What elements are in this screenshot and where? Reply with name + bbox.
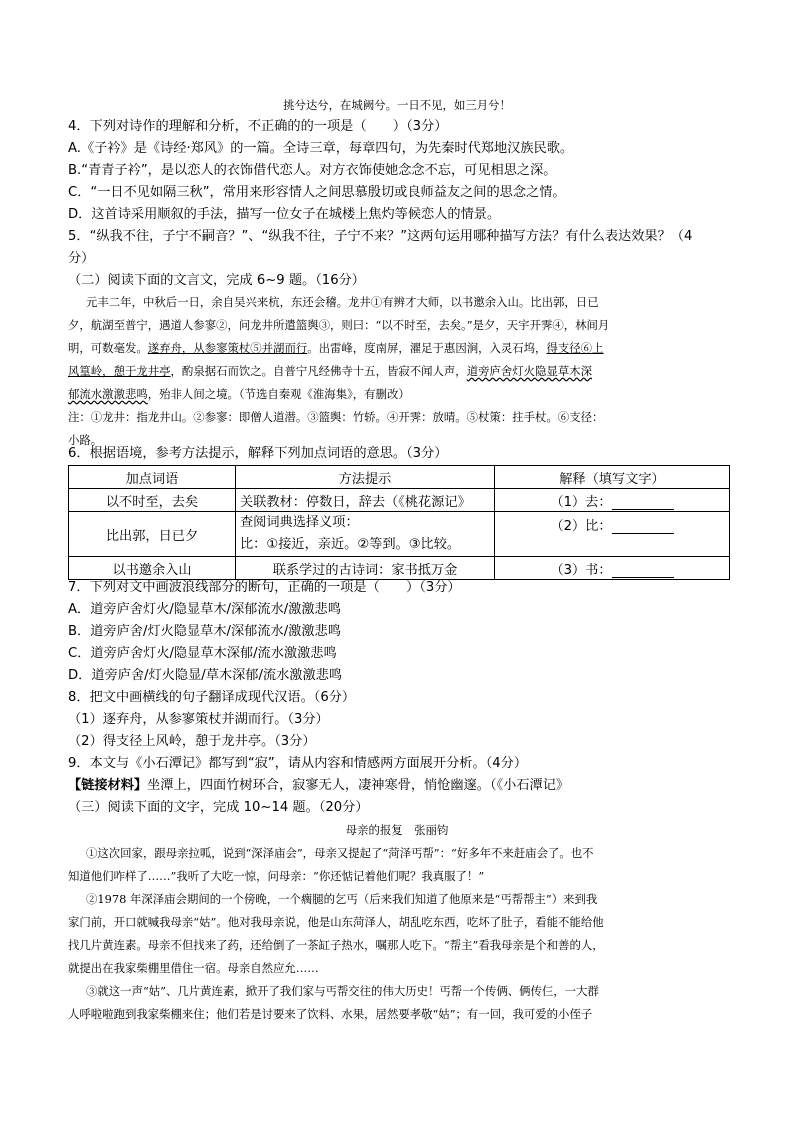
table-header: 解释（填写文字）: [495, 466, 730, 489]
q5-line1: 5．“纵我不往，子宁不嗣音？”、“纵我不往，子宁不来？”这两句运用哪种描写方法？有什么表达效果？（4: [68, 229, 693, 244]
section3-heading: （三）阅读下面的文字，完成 10~14 题。（20分）: [68, 800, 369, 815]
passage-line-5: [68, 384, 410, 404]
q7-option-b: B．道旁庐舍/灯火隐显草木/深郁流水/激激悲鸣: [68, 624, 341, 639]
q4-stem: 4．下列对诗作的理解和分析，不正确的的一项是（ ）（3分）: [68, 119, 448, 134]
q9-stem: 9．本文与《小石潭记》都写到“寂”，请从内容和情感两方面展开分析。（4分）: [68, 756, 528, 771]
underlined-sentence-2a: 得支径⑥上: [546, 341, 604, 355]
q6-table: [68, 465, 730, 580]
answer-label: （2）比：: [550, 519, 612, 534]
passage-line-1: 元丰二年，中秋后一日，余自吴兴来杭，东还会稽。龙井①有辨才大师，以书邀余入山。比出郭，日已: [86, 295, 599, 309]
article-p2-line1: ②1978 年深泽庙会期间的一个傍晚，一个瘸腿的乞丐（后来我们知道了他原来是“丐帮帮主”）来到我: [86, 892, 598, 906]
section2-heading: （二）阅读下面的文言文，完成 6~9 题。（16分）: [68, 273, 365, 288]
q7-option-d: D．道旁庐舍/灯火隐显/草木深郁/流水激激悲鸣: [68, 668, 343, 683]
passage-line-4: [68, 361, 592, 381]
link-label: 【链接材料】: [68, 778, 148, 793]
q4-option-c: C．“一日不见如隔三秋”，常用来形容情人之间思慕殷切或良师益友之间的思念之情。: [68, 185, 566, 200]
table-cell-word: 比出郭，日已夕: [69, 512, 236, 557]
article-p3-line2: 人呼啦啦跑到我家柴棚来住；他们若是讨要来了饮料、水果，居然要孝敬“姑”；有一回，我可爱的小侄子: [68, 1007, 593, 1021]
q5-line2: 分）: [68, 251, 95, 266]
passage-text: ，殆非人间之境。（节选自秦观《淮海集》，有删改）: [147, 387, 410, 401]
q4-option-d: D．这首诗采用顺叙的手法，描写一位女子在城楼上焦灼等候恋人的情景。: [68, 207, 501, 222]
notes-line-1: 注：①龙井：指龙井山。②参寥：即僧人道潜。③篮舆：竹轿。④开霁：放晴。⑤杖策：拄手杖。⑥支径：: [68, 410, 604, 424]
table-cell-word: 以书邀余入山: [69, 557, 236, 580]
table-row: [69, 557, 730, 580]
answer-blank[interactable]: [612, 495, 674, 510]
notes-line-2: 小路。: [68, 433, 103, 447]
table-header-row: [69, 466, 730, 489]
article-p1-line2: 知道他们咋样了……”我听了大吃一惊，问母亲：“你还惦记着他们呢？我真服了！”: [68, 869, 485, 883]
passage-text: 。出雷峰，度南屏，濯足于惠因涧，入灵石坞，: [307, 341, 547, 355]
answer-label: （1）去：: [550, 494, 612, 510]
answer-blank[interactable]: [612, 563, 674, 578]
q8-stem: 8．把文中画横线的句子翻译成现代汉语。（6分）: [68, 690, 356, 705]
table-cell-answer: [495, 512, 730, 557]
q8-sentence-2: （2）得支径上风岭，憩于龙井亭。（3分）: [68, 734, 316, 749]
underlined-sentence-1: 遂弃舟，从参寥策杖⑤并湖而行: [147, 341, 308, 355]
table-cell-hint: [236, 512, 495, 557]
q7-stem: 7．下列对文中画波浪线部分的断句，正确的一项是（ ）（3分）: [68, 580, 461, 595]
hint-line: 比：①接近，亲近。②等到。③比较。: [240, 537, 461, 552]
q9-link-material: [68, 776, 569, 796]
q8-sentence-1: （1）逐弃舟，从参寥策杖并湖而行。（3分）: [68, 712, 329, 727]
table-cell-answer: [495, 557, 730, 580]
hint-line: 查阅词典选择义项：: [240, 515, 359, 530]
article-p2-line3: 找几片黄连素。母亲不但找来了药，还给倒了一茶缸子热水，嘱那人吃下。“帮主”看我母亲是个和善的人，: [68, 938, 604, 952]
table-cell-word: 以不时至，去矣: [69, 489, 236, 512]
wavy-line-part-1: 道旁庐舍灯火隐显草木深: [466, 364, 593, 378]
table-cell-answer: [495, 489, 730, 512]
answer-blank[interactable]: [612, 519, 674, 534]
article-p2-line4: 就提出在我家柴棚里借住一宿。母亲自然应允……: [68, 961, 319, 975]
q7-option-a: A．道旁庐舍灯火/隐显草木/深郁流水/激激悲鸣: [68, 602, 341, 617]
answer-label: （3）书：: [550, 562, 612, 578]
article-p3-line1: ③就这一声“姑”、几片黄连素，掀开了我们家与丐帮交往的伟大历史！丐帮一个传俩、俩传仨，一大群: [86, 984, 599, 998]
table-header: 加点词语: [69, 466, 236, 489]
link-text: 坐潭上，四面竹树环合，寂寥无人，凄神寒骨，悄怆幽邃。（《小石潭记》: [147, 778, 570, 793]
article-title: 母亲的报复 张丽钧: [345, 823, 449, 837]
table-header: 方法提示: [236, 466, 495, 489]
table-cell-hint: 关联教材：停数日，辞去（《桃花源记》: [236, 489, 495, 512]
passage-text: ，酌泉据石而饮之。自普宁凡经佛寺十五，皆寂不闻人声，: [170, 364, 467, 378]
table-row: [69, 512, 730, 557]
q6-stem: 6．根据语境，参考方法提示，解释下列加点词语的意思。（3分）: [68, 446, 448, 461]
underlined-sentence-2b: 风篁岭，憩于龙井亭: [68, 364, 171, 378]
table-row: [69, 489, 730, 512]
q7-option-c: C．道旁庐舍灯火/隐显草木深郁/流水激激悲鸣: [68, 646, 337, 661]
poem-tail: 挑兮达兮，在城阙兮。一日不见，如三月兮！: [283, 98, 511, 112]
passage-line-3: [68, 338, 603, 358]
article-p1-line1: ①这次回家，跟母亲拉呱，说到“深泽庙会”，母亲又提起了“菏泽丐帮”：“好多年不来赶庙会了。也不: [86, 846, 594, 860]
passage-text: 明，可数毫发。: [68, 341, 148, 355]
passage-line-2: 夕，航湖至普宁，遇道人参寥②，问龙井所遣篮舆③，则曰：“以不时至，去矣。”是夕，天宇开霁④，林间月: [68, 318, 610, 332]
q4-option-a: A.《子衿》是《诗经·郑风》的一篇。全诗三章，每章四句，为先秦时代郑地汉族民歌。: [68, 141, 574, 156]
table-cell-hint: 联系学过的古诗词：家书抵万金: [236, 557, 495, 580]
q4-option-b: B.“青青子衿”，是以恋人的衣饰借代恋人。对方衣饰使她念念不忘，可见相思之深。: [68, 163, 557, 178]
article-p2-line2: 家门前，开口就喊我母亲“姑”。他对我母亲说，他是山东菏泽人，胡乱吃东西，吃坏了肚子，看能不能给他: [68, 915, 604, 929]
wavy-line-part-2: 郁流水激激悲鸣: [68, 387, 148, 401]
